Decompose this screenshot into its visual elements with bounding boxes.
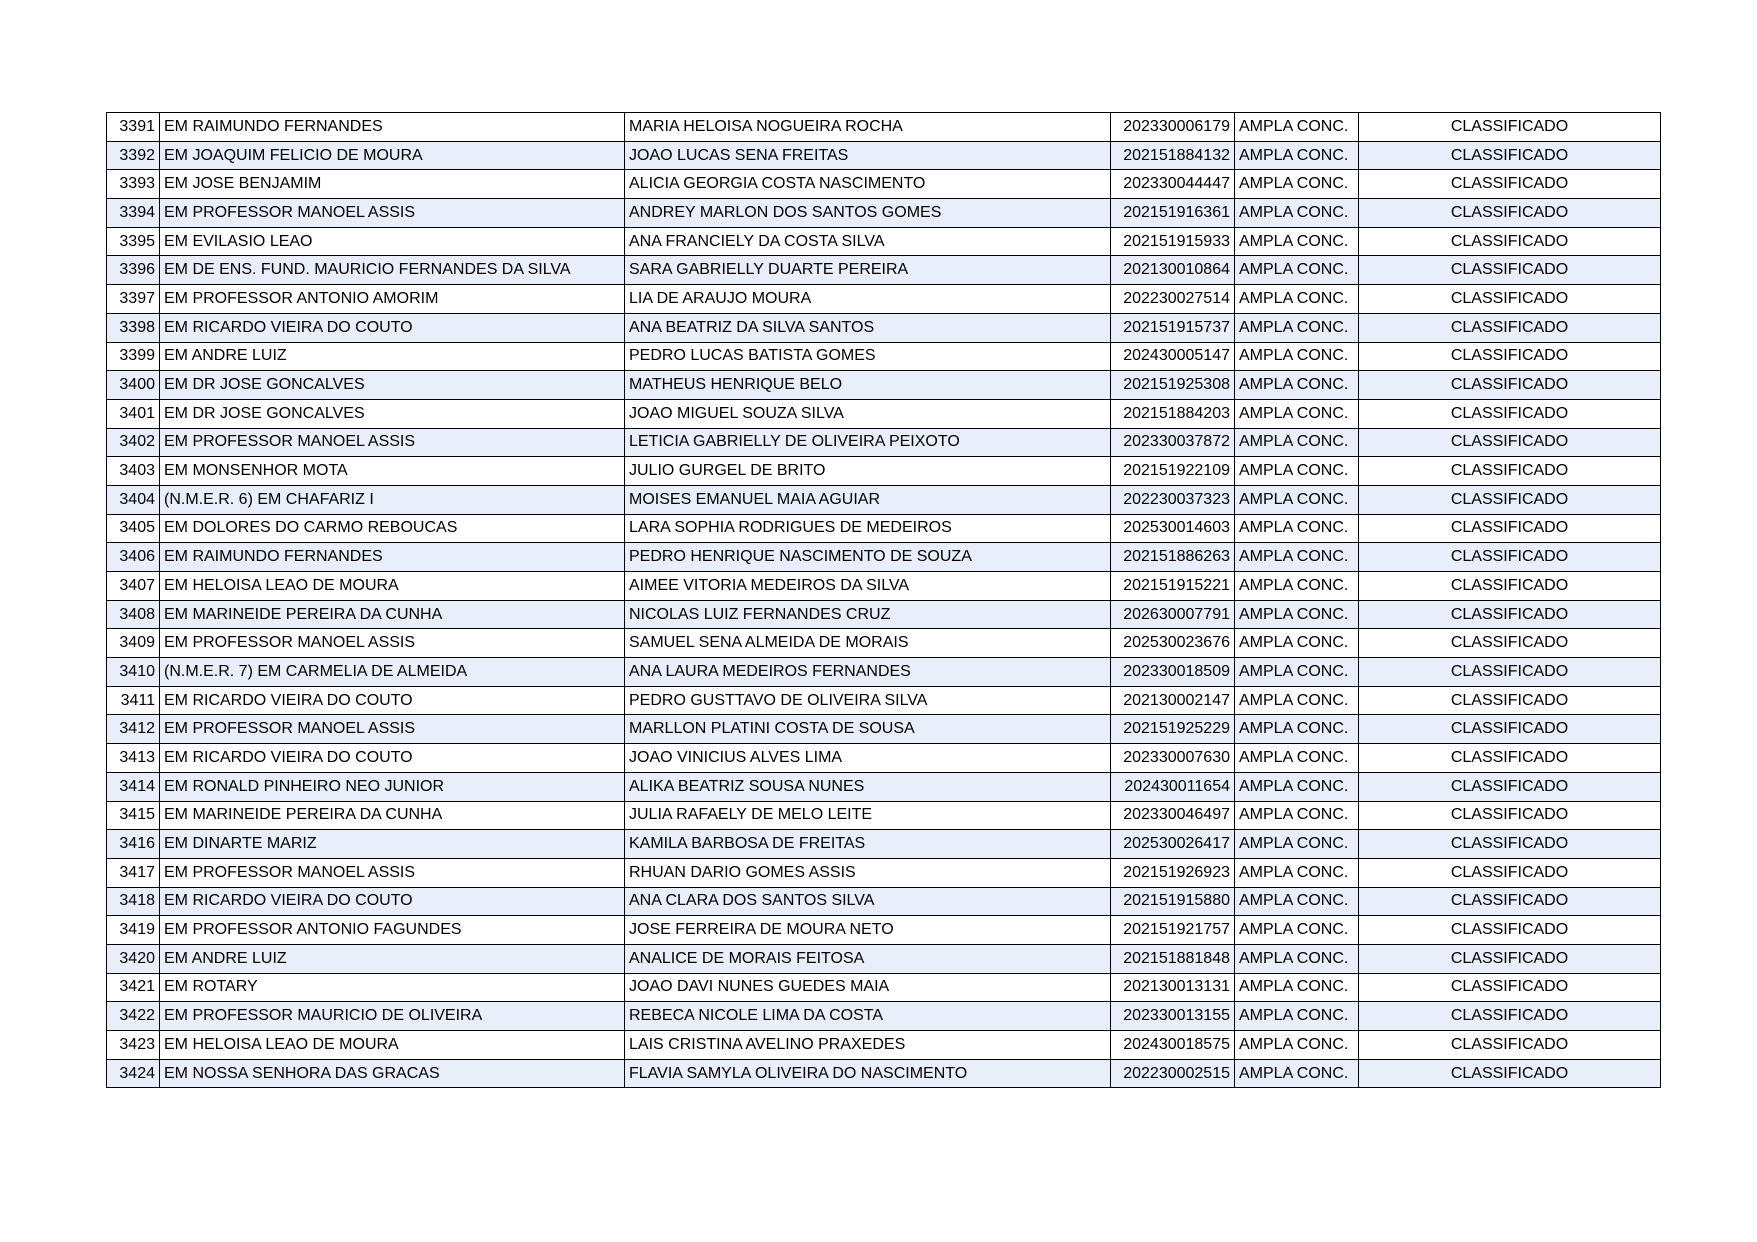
competition-mode-cell: AMPLA CONC. [1235, 1002, 1359, 1031]
row-number: 3392 [107, 141, 160, 170]
status-cell: CLASSIFICADO [1359, 600, 1661, 629]
student-name-cell: LAIS CRISTINA AVELINO PRAXEDES [625, 1031, 1111, 1060]
student-name-cell: LETICIA GABRIELLY DE OLIVEIRA PEIXOTO [625, 428, 1111, 457]
school-cell: (N.M.E.R. 7) EM CARMELIA DE ALMEIDA [160, 658, 625, 687]
row-number: 3395 [107, 227, 160, 256]
competition-mode-cell: AMPLA CONC. [1235, 485, 1359, 514]
competition-mode-cell: AMPLA CONC. [1235, 371, 1359, 400]
student-name-cell: JOAO VINICIUS ALVES LIMA [625, 744, 1111, 773]
student-name-cell: MATHEUS HENRIQUE BELO [625, 371, 1111, 400]
competition-mode-cell: AMPLA CONC. [1235, 342, 1359, 371]
student-name-cell: ALIKA BEATRIZ SOUSA NUNES [625, 772, 1111, 801]
table-row [107, 772, 1661, 801]
student-name-cell: JOAO DAVI NUNES GUEDES MAIA [625, 973, 1111, 1002]
competition-mode-cell: AMPLA CONC. [1235, 916, 1359, 945]
student-name-cell: RHUAN DARIO GOMES ASSIS [625, 858, 1111, 887]
student-name-cell: PEDRO GUSTTAVO DE OLIVEIRA SILVA [625, 686, 1111, 715]
student-name-cell: REBECA NICOLE LIMA DA COSTA [625, 1002, 1111, 1031]
competition-mode-cell: AMPLA CONC. [1235, 944, 1359, 973]
status-cell: CLASSIFICADO [1359, 113, 1661, 142]
registration-cell: 202151884203 [1111, 399, 1235, 428]
status-cell: CLASSIFICADO [1359, 1059, 1661, 1088]
competition-mode-cell: AMPLA CONC. [1235, 772, 1359, 801]
competition-mode-cell: AMPLA CONC. [1235, 199, 1359, 228]
status-cell: CLASSIFICADO [1359, 830, 1661, 859]
registration-cell: 202151915880 [1111, 887, 1235, 916]
status-cell: CLASSIFICADO [1359, 141, 1661, 170]
competition-mode-cell: AMPLA CONC. [1235, 543, 1359, 572]
school-cell: EM RICARDO VIEIRA DO COUTO [160, 686, 625, 715]
school-cell: (N.M.E.R. 6) EM CHAFARIZ I [160, 485, 625, 514]
table-row [107, 342, 1661, 371]
table-row [107, 858, 1661, 887]
school-cell: EM RONALD PINHEIRO NEO JUNIOR [160, 772, 625, 801]
competition-mode-cell: AMPLA CONC. [1235, 572, 1359, 601]
registration-cell: 202530023676 [1111, 629, 1235, 658]
table-row [107, 256, 1661, 285]
table-row [107, 887, 1661, 916]
table-row [107, 1031, 1661, 1060]
school-cell: EM NOSSA SENHORA DAS GRACAS [160, 1059, 625, 1088]
table-row [107, 199, 1661, 228]
results-sheet [106, 112, 1660, 1088]
registration-cell: 202330037872 [1111, 428, 1235, 457]
row-number: 3411 [107, 686, 160, 715]
table-row [107, 1059, 1661, 1088]
student-name-cell: MARLLON PLATINI COSTA DE SOUSA [625, 715, 1111, 744]
competition-mode-cell: AMPLA CONC. [1235, 457, 1359, 486]
table-row [107, 485, 1661, 514]
status-cell: CLASSIFICADO [1359, 227, 1661, 256]
table-row [107, 916, 1661, 945]
school-cell: EM RICARDO VIEIRA DO COUTO [160, 313, 625, 342]
competition-mode-cell: AMPLA CONC. [1235, 830, 1359, 859]
student-name-cell: JULIO GURGEL DE BRITO [625, 457, 1111, 486]
competition-mode-cell: AMPLA CONC. [1235, 744, 1359, 773]
status-cell: CLASSIFICADO [1359, 658, 1661, 687]
school-cell: EM DOLORES DO CARMO REBOUCAS [160, 514, 625, 543]
competition-mode-cell: AMPLA CONC. [1235, 313, 1359, 342]
competition-mode-cell: AMPLA CONC. [1235, 1059, 1359, 1088]
school-cell: EM RAIMUNDO FERNANDES [160, 543, 625, 572]
status-cell: CLASSIFICADO [1359, 973, 1661, 1002]
school-cell: EM PROFESSOR MAURICIO DE OLIVEIRA [160, 1002, 625, 1031]
school-cell: EM JOAQUIM FELICIO DE MOURA [160, 141, 625, 170]
competition-mode-cell: AMPLA CONC. [1235, 399, 1359, 428]
student-name-cell: ANA LAURA MEDEIROS FERNANDES [625, 658, 1111, 687]
registration-cell: 202430018575 [1111, 1031, 1235, 1060]
table-row [107, 170, 1661, 199]
row-number: 3402 [107, 428, 160, 457]
row-number: 3417 [107, 858, 160, 887]
student-name-cell: ANA BEATRIZ DA SILVA SANTOS [625, 313, 1111, 342]
row-number: 3406 [107, 543, 160, 572]
table-row [107, 715, 1661, 744]
row-number: 3398 [107, 313, 160, 342]
student-name-cell: JOAO LUCAS SENA FREITAS [625, 141, 1111, 170]
competition-mode-cell: AMPLA CONC. [1235, 285, 1359, 314]
status-cell: CLASSIFICADO [1359, 428, 1661, 457]
row-number: 3407 [107, 572, 160, 601]
school-cell: EM EVILASIO LEAO [160, 227, 625, 256]
competition-mode-cell: AMPLA CONC. [1235, 1031, 1359, 1060]
table-row [107, 141, 1661, 170]
row-number: 3420 [107, 944, 160, 973]
status-cell: CLASSIFICADO [1359, 399, 1661, 428]
school-cell: EM DR JOSE GONCALVES [160, 371, 625, 400]
table-row [107, 543, 1661, 572]
table-row [107, 313, 1661, 342]
student-name-cell: MOISES EMANUEL MAIA AGUIAR [625, 485, 1111, 514]
status-cell: CLASSIFICADO [1359, 772, 1661, 801]
registration-cell: 202430011654 [1111, 772, 1235, 801]
school-cell: EM PROFESSOR MANOEL ASSIS [160, 629, 625, 658]
school-cell: EM PROFESSOR MANOEL ASSIS [160, 858, 625, 887]
status-cell: CLASSIFICADO [1359, 371, 1661, 400]
row-number: 3412 [107, 715, 160, 744]
row-number: 3410 [107, 658, 160, 687]
row-number: 3397 [107, 285, 160, 314]
registration-cell: 202330006179 [1111, 113, 1235, 142]
competition-mode-cell: AMPLA CONC. [1235, 686, 1359, 715]
row-number: 3405 [107, 514, 160, 543]
student-name-cell: JULIA RAFAELY DE MELO LEITE [625, 801, 1111, 830]
registration-cell: 202530014603 [1111, 514, 1235, 543]
table-row [107, 1002, 1661, 1031]
status-cell: CLASSIFICADO [1359, 256, 1661, 285]
school-cell: EM MARINEIDE PEREIRA DA CUNHA [160, 600, 625, 629]
school-cell: EM RAIMUNDO FERNANDES [160, 113, 625, 142]
school-cell: EM ANDRE LUIZ [160, 342, 625, 371]
student-name-cell: PEDRO LUCAS BATISTA GOMES [625, 342, 1111, 371]
competition-mode-cell: AMPLA CONC. [1235, 973, 1359, 1002]
status-cell: CLASSIFICADO [1359, 715, 1661, 744]
student-name-cell: AIMEE VITORIA MEDEIROS DA SILVA [625, 572, 1111, 601]
competition-mode-cell: AMPLA CONC. [1235, 113, 1359, 142]
school-cell: EM DR JOSE GONCALVES [160, 399, 625, 428]
registration-cell: 202330007630 [1111, 744, 1235, 773]
school-cell: EM HELOISA LEAO DE MOURA [160, 1031, 625, 1060]
row-number: 3403 [107, 457, 160, 486]
student-name-cell: PEDRO HENRIQUE NASCIMENTO DE SOUZA [625, 543, 1111, 572]
status-cell: CLASSIFICADO [1359, 514, 1661, 543]
student-name-cell: ANA CLARA DOS SANTOS SILVA [625, 887, 1111, 916]
table-row [107, 600, 1661, 629]
table-row [107, 830, 1661, 859]
row-number: 3391 [107, 113, 160, 142]
student-name-cell: ANDREY MARLON DOS SANTOS GOMES [625, 199, 1111, 228]
registration-cell: 202151915933 [1111, 227, 1235, 256]
school-cell: EM JOSE BENJAMIM [160, 170, 625, 199]
table-row [107, 285, 1661, 314]
student-name-cell: MARIA HELOISA NOGUEIRA ROCHA [625, 113, 1111, 142]
status-cell: CLASSIFICADO [1359, 916, 1661, 945]
registration-cell: 202130002147 [1111, 686, 1235, 715]
school-cell: EM MONSENHOR MOTA [160, 457, 625, 486]
row-number: 3401 [107, 399, 160, 428]
row-number: 3394 [107, 199, 160, 228]
student-name-cell: SARA GABRIELLY DUARTE PEREIRA [625, 256, 1111, 285]
student-name-cell: LIA DE ARAUJO MOURA [625, 285, 1111, 314]
table-row [107, 744, 1661, 773]
row-number: 3415 [107, 801, 160, 830]
student-name-cell: ANA FRANCIELY DA COSTA SILVA [625, 227, 1111, 256]
status-cell: CLASSIFICADO [1359, 485, 1661, 514]
registration-cell: 202151886263 [1111, 543, 1235, 572]
school-cell: EM HELOISA LEAO DE MOURA [160, 572, 625, 601]
status-cell: CLASSIFICADO [1359, 744, 1661, 773]
row-number: 3413 [107, 744, 160, 773]
registration-cell: 202230002515 [1111, 1059, 1235, 1088]
table-row [107, 514, 1661, 543]
row-number: 3414 [107, 772, 160, 801]
school-cell: EM DINARTE MARIZ [160, 830, 625, 859]
row-number: 3418 [107, 887, 160, 916]
row-number: 3393 [107, 170, 160, 199]
school-cell: EM MARINEIDE PEREIRA DA CUNHA [160, 801, 625, 830]
competition-mode-cell: AMPLA CONC. [1235, 858, 1359, 887]
status-cell: CLASSIFICADO [1359, 944, 1661, 973]
registration-cell: 202151921757 [1111, 916, 1235, 945]
registration-cell: 202151925229 [1111, 715, 1235, 744]
status-cell: CLASSIFICADO [1359, 457, 1661, 486]
competition-mode-cell: AMPLA CONC. [1235, 170, 1359, 199]
registration-cell: 202151916361 [1111, 199, 1235, 228]
status-cell: CLASSIFICADO [1359, 1002, 1661, 1031]
status-cell: CLASSIFICADO [1359, 858, 1661, 887]
competition-mode-cell: AMPLA CONC. [1235, 801, 1359, 830]
registration-cell: 202330013155 [1111, 1002, 1235, 1031]
classification-table [106, 112, 1661, 1088]
status-cell: CLASSIFICADO [1359, 285, 1661, 314]
school-cell: EM PROFESSOR ANTONIO FAGUNDES [160, 916, 625, 945]
registration-cell: 202151884132 [1111, 141, 1235, 170]
competition-mode-cell: AMPLA CONC. [1235, 887, 1359, 916]
student-name-cell: ANALICE DE MORAIS FEITOSA [625, 944, 1111, 973]
status-cell: CLASSIFICADO [1359, 342, 1661, 371]
competition-mode-cell: AMPLA CONC. [1235, 428, 1359, 457]
school-cell: EM ANDRE LUIZ [160, 944, 625, 973]
status-cell: CLASSIFICADO [1359, 686, 1661, 715]
competition-mode-cell: AMPLA CONC. [1235, 256, 1359, 285]
competition-mode-cell: AMPLA CONC. [1235, 141, 1359, 170]
registration-cell: 202630007791 [1111, 600, 1235, 629]
row-number: 3421 [107, 973, 160, 1002]
competition-mode-cell: AMPLA CONC. [1235, 658, 1359, 687]
table-row [107, 686, 1661, 715]
row-number: 3396 [107, 256, 160, 285]
competition-mode-cell: AMPLA CONC. [1235, 600, 1359, 629]
registration-cell: 202330018509 [1111, 658, 1235, 687]
status-cell: CLASSIFICADO [1359, 1031, 1661, 1060]
registration-cell: 202151881848 [1111, 944, 1235, 973]
table-row [107, 371, 1661, 400]
table-row [107, 801, 1661, 830]
school-cell: EM PROFESSOR ANTONIO AMORIM [160, 285, 625, 314]
student-name-cell: KAMILA BARBOSA DE FREITAS [625, 830, 1111, 859]
status-cell: CLASSIFICADO [1359, 629, 1661, 658]
row-number: 3424 [107, 1059, 160, 1088]
table-body [107, 113, 1661, 1088]
row-number: 3409 [107, 629, 160, 658]
status-cell: CLASSIFICADO [1359, 572, 1661, 601]
table-row [107, 227, 1661, 256]
registration-cell: 202151922109 [1111, 457, 1235, 486]
row-number: 3419 [107, 916, 160, 945]
school-cell: EM RICARDO VIEIRA DO COUTO [160, 744, 625, 773]
table-row [107, 399, 1661, 428]
table-row [107, 658, 1661, 687]
school-cell: EM RICARDO VIEIRA DO COUTO [160, 887, 625, 916]
competition-mode-cell: AMPLA CONC. [1235, 227, 1359, 256]
registration-cell: 202151915221 [1111, 572, 1235, 601]
row-number: 3404 [107, 485, 160, 514]
registration-cell: 202151926923 [1111, 858, 1235, 887]
table-row [107, 629, 1661, 658]
registration-cell: 202530026417 [1111, 830, 1235, 859]
student-name-cell: NICOLAS LUIZ FERNANDES CRUZ [625, 600, 1111, 629]
student-name-cell: JOAO MIGUEL SOUZA SILVA [625, 399, 1111, 428]
table-row [107, 113, 1661, 142]
row-number: 3423 [107, 1031, 160, 1060]
row-number: 3416 [107, 830, 160, 859]
school-cell: EM PROFESSOR MANOEL ASSIS [160, 715, 625, 744]
row-number: 3408 [107, 600, 160, 629]
registration-cell: 202430005147 [1111, 342, 1235, 371]
school-cell: EM PROFESSOR MANOEL ASSIS [160, 428, 625, 457]
registration-cell: 202130013131 [1111, 973, 1235, 1002]
registration-cell: 202130010864 [1111, 256, 1235, 285]
school-cell: EM PROFESSOR MANOEL ASSIS [160, 199, 625, 228]
competition-mode-cell: AMPLA CONC. [1235, 715, 1359, 744]
student-name-cell: JOSE FERREIRA DE MOURA NETO [625, 916, 1111, 945]
registration-cell: 202151925308 [1111, 371, 1235, 400]
competition-mode-cell: AMPLA CONC. [1235, 514, 1359, 543]
status-cell: CLASSIFICADO [1359, 801, 1661, 830]
table-row [107, 428, 1661, 457]
status-cell: CLASSIFICADO [1359, 543, 1661, 572]
table-row [107, 973, 1661, 1002]
table-row [107, 457, 1661, 486]
table-row [107, 572, 1661, 601]
school-cell: EM ROTARY [160, 973, 625, 1002]
status-cell: CLASSIFICADO [1359, 887, 1661, 916]
registration-cell: 202330046497 [1111, 801, 1235, 830]
registration-cell: 202230027514 [1111, 285, 1235, 314]
row-number: 3400 [107, 371, 160, 400]
competition-mode-cell: AMPLA CONC. [1235, 629, 1359, 658]
status-cell: CLASSIFICADO [1359, 199, 1661, 228]
registration-cell: 202330044447 [1111, 170, 1235, 199]
registration-cell: 202151915737 [1111, 313, 1235, 342]
student-name-cell: LARA SOPHIA RODRIGUES DE MEDEIROS [625, 514, 1111, 543]
row-number: 3422 [107, 1002, 160, 1031]
student-name-cell: FLAVIA SAMYLA OLIVEIRA DO NASCIMENTO [625, 1059, 1111, 1088]
student-name-cell: SAMUEL SENA ALMEIDA DE MORAIS [625, 629, 1111, 658]
student-name-cell: ALICIA GEORGIA COSTA NASCIMENTO [625, 170, 1111, 199]
school-cell: EM DE ENS. FUND. MAURICIO FERNANDES DA SILVA [160, 256, 625, 285]
status-cell: CLASSIFICADO [1359, 313, 1661, 342]
table-row [107, 944, 1661, 973]
row-number: 3399 [107, 342, 160, 371]
status-cell: CLASSIFICADO [1359, 170, 1661, 199]
registration-cell: 202230037323 [1111, 485, 1235, 514]
